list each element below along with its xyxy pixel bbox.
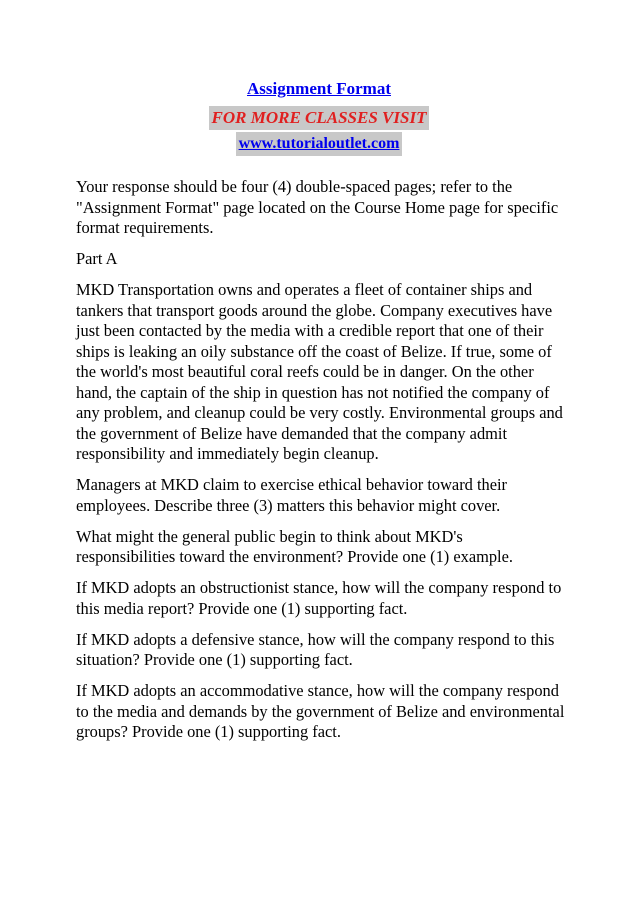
document-body — [76, 177, 566, 753]
question-5: If MKD adopts an accommodative stance, how will the company respond to the media and demands by the government of Belize and environmental groups? Provide one (1) supporting fact. — [76, 681, 565, 741]
part-label: Part A — [76, 249, 118, 268]
question-2: What might the general public begin to think about MKD's responsibilities toward the environment? Provide one (1) example. — [76, 526, 513, 566]
question-4: If MKD adopts a defensive stance, how will the company respond to this situation? Provide one (1) supporting fact. — [76, 629, 555, 669]
question-1: Managers at MKD claim to exercise ethical behavior toward their employees. Describe three (3) matters this behavior might cover. — [76, 475, 507, 515]
promo-line-wrap — [0, 106, 638, 130]
promo-link[interactable]: www.tutorialoutlet.com — [236, 132, 403, 156]
intro-paragraph: Your response should be four (4) double-spaced pages; refer to the "Assignment Format" page located on the Course Home page for specific format requirements. — [76, 177, 559, 237]
question-3: If MKD adopts an obstructionist stance, how will the company respond to this media report? Provide one (1) supporting fact. — [76, 578, 562, 618]
promo-text: FOR MORE CLASSES VISIT — [209, 106, 430, 130]
scenario-paragraph: MKD Transportation owns and operates a fleet of container ships and tankers that transport goods around the globe. Company executives have just been contacted by the media with a credible report that one of their ships is leaking an oily substance off the coast of Belize. If true, some of the world's most beautiful coral reefs could be in danger. On the other hand, the captain of the ship in question has not notified the company of any problem, and cleanup could be very costly. Environmental groups and the government of Belize have demanded that the company admit responsibility and immediately begin cleanup. — [76, 280, 563, 463]
promo-url-wrap — [0, 132, 638, 156]
document-title: Assignment Format — [246, 79, 391, 98]
document-header — [0, 78, 638, 156]
